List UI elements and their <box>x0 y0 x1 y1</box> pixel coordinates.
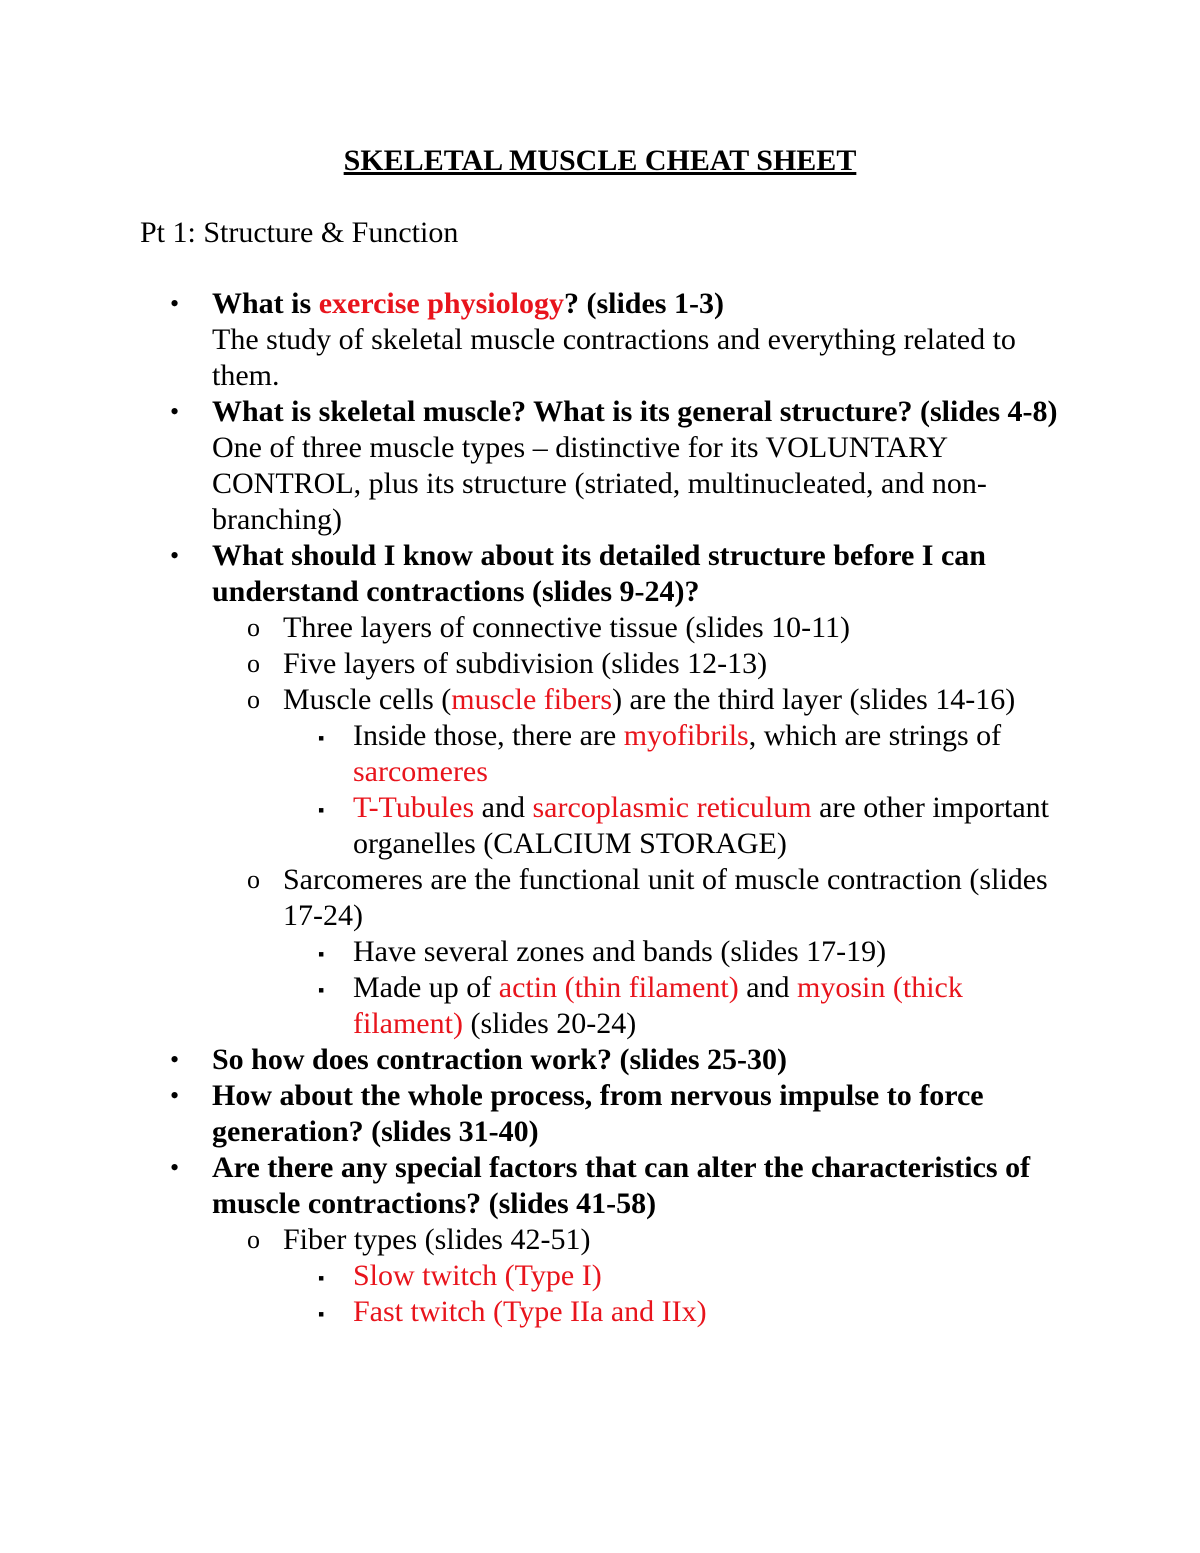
sub-item-text: Fiber types (slides 42-51) <box>283 1223 591 1256</box>
highlight-term: Slow twitch (Type I) <box>353 1259 602 1292</box>
list-item <box>0 1150 1062 1222</box>
sub-sub-item-text: Made up of actin (thin filament) and myosin (thick filament) (slides 20-24) <box>353 971 963 1040</box>
bullet-circle-icon: o <box>247 649 260 678</box>
highlight-term: sarcoplasmic reticulum <box>532 791 812 824</box>
bullet-circle-icon: o <box>247 685 260 714</box>
highlight-term: muscle fibers <box>451 683 613 716</box>
sub-item-text: Muscle cells (muscle fibers) are the third layer (slides 14-16) <box>283 683 1016 716</box>
list-item <box>0 286 1062 394</box>
highlight-term: sarcomeres <box>353 755 488 788</box>
bullet-square-icon: ▪ <box>318 728 325 748</box>
question-text: So how does contraction work? (slides 25-30) <box>212 1043 787 1076</box>
question-text: What should I know about its detailed structure before I can understand contractions (slides 9-24)? <box>212 539 986 608</box>
highlight-term: myofibrils <box>623 719 749 752</box>
bullet-disc-icon: • <box>170 1045 180 1074</box>
list-item <box>0 1042 1062 1078</box>
bullet-circle-icon: o <box>247 865 260 894</box>
question-text: What is exercise physiology? (slides 1-3) <box>212 287 724 320</box>
answer-text: The study of skeletal muscle contractions and everything related to them. <box>212 323 1016 392</box>
sub-sub-item-text: Inside those, there are myofibrils, which are strings of sarcomeres <box>353 719 1002 788</box>
outline-list <box>0 286 1200 1330</box>
highlight-term: Fast twitch (Type IIa and IIx) <box>353 1295 707 1328</box>
bullet-square-icon: ▪ <box>318 1304 325 1324</box>
sub-item-text: Five layers of subdivision (slides 12-13) <box>283 647 768 680</box>
bullet-square-icon: ▪ <box>318 944 325 964</box>
highlight-term: T-Tubules <box>353 791 475 824</box>
sub-sub-item-text: Have several zones and bands (slides 17-19) <box>353 935 887 968</box>
bullet-disc-icon: • <box>170 289 180 318</box>
question-text: How about the whole process, from nervous impulse to force generation? (slides 31-40) <box>212 1079 984 1148</box>
sub-sub-list-item <box>0 970 1063 1042</box>
highlight-term: exercise physiology <box>318 287 564 320</box>
sub-list-item <box>0 862 1063 934</box>
sub-sub-list-item <box>0 718 1063 790</box>
page-title: SKELETAL MUSCLE CHEAT SHEET <box>343 144 857 177</box>
bullet-disc-icon: • <box>170 397 180 426</box>
sub-sub-list-item <box>0 790 1063 862</box>
bullet-circle-icon: o <box>247 1225 260 1254</box>
bullet-disc-icon: • <box>170 541 180 570</box>
sub-list-item <box>0 646 1063 682</box>
bullet-square-icon: ▪ <box>318 1268 325 1288</box>
bullet-square-icon: ▪ <box>318 980 325 1000</box>
sub-list-item <box>0 610 1063 646</box>
highlight-term: myosin (thick filament) <box>353 971 963 1040</box>
bullet-circle-icon: o <box>247 613 260 642</box>
question-text: What is skeletal muscle? What is its general structure? (slides 4-8) <box>212 395 1058 428</box>
section-heading: Pt 1: Structure & Function <box>140 216 459 249</box>
bullet-square-icon: ▪ <box>318 800 325 820</box>
list-item <box>0 394 1062 538</box>
sub-item-text: Sarcomeres are the functional unit of muscle contraction (slides 17-24) <box>283 863 1048 932</box>
sub-sub-list-item <box>0 1258 1063 1294</box>
highlight-term: actin (thin filament) <box>498 971 739 1004</box>
sub-item-text: Three layers of connective tissue (slides 10-11) <box>283 611 851 644</box>
list-item <box>0 538 1062 610</box>
question-text: Are there any special factors that can alter the characteristics of muscle contractions? (slides 41-58) <box>212 1151 1031 1220</box>
sub-sub-list-item <box>0 934 1063 970</box>
sub-list-item <box>0 1222 1063 1258</box>
bullet-disc-icon: • <box>170 1153 180 1182</box>
list-item <box>0 1078 1062 1150</box>
sub-sub-item-text: T-Tubules and sarcoplasmic reticulum are other important organelles (CALCIUM STORAGE) <box>353 791 1049 860</box>
sub-list-item <box>0 682 1063 718</box>
sub-sub-list-item <box>0 1294 1063 1330</box>
bullet-disc-icon: • <box>170 1081 180 1110</box>
answer-text: One of three muscle types – distinctive for its VOLUNTARY CONTROL, plus its structure (striated, multinucleated, and non-branching) <box>212 431 987 536</box>
